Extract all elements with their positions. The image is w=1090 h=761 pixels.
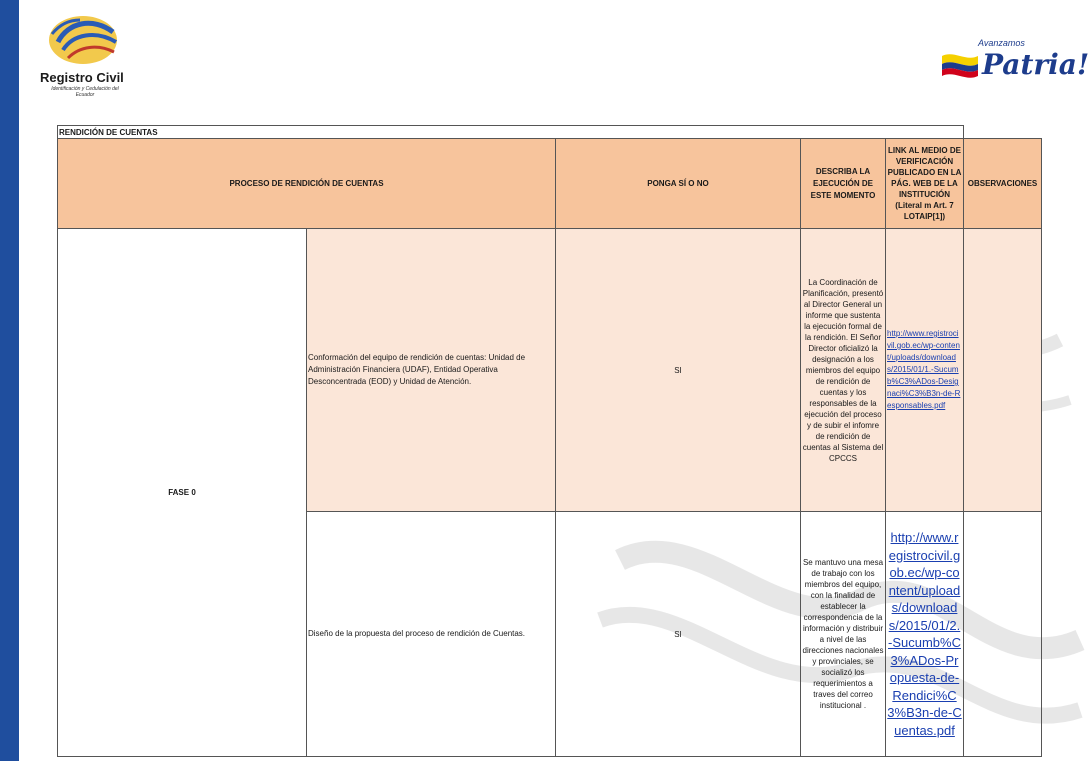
section-title: RENDICIÓN DE CUENTAS	[58, 126, 964, 139]
ecuador-flag-icon	[940, 48, 980, 84]
registro-civil-emblem-icon	[38, 12, 128, 72]
task-cell: Diseño de la propuesta del proceso de rendición de Cuentas.	[307, 512, 556, 757]
registro-civil-title: Registro Civil	[40, 70, 124, 85]
task-cell: Conformación del equipo de rendición de cuentas: Unidad de Administración Financiera (UDAF), Entidad Operativa Desconcentrada (EOD) y Unidad de Atención.	[307, 229, 556, 512]
logo-title: Patria!	[982, 48, 1090, 81]
verification-link[interactable]: http://www.registrocivil.gob.ec/wp-content/uploads/downloads/2015/01/1.-Sucumb%C3%ADos-Designaci%C3%B3n-de-Responsables.pdf	[887, 329, 961, 410]
answer-cell: SI	[556, 512, 801, 757]
observations-cell	[964, 229, 1042, 512]
observations-cell	[964, 512, 1042, 757]
link-cell	[886, 512, 964, 757]
header-describe: DESCRIBA LA EJECUCIÓN DE ESTE MOMENTO	[801, 139, 886, 229]
blank-cell	[964, 126, 1042, 139]
answer-cell: SI	[556, 229, 801, 512]
registro-civil-subtitle: Identificación y Cedulación del Ecuador	[51, 86, 119, 98]
link-cell	[886, 229, 964, 512]
header-observations: OBSERVACIONES	[964, 139, 1042, 229]
logo-tagline: Avanzamos	[978, 38, 1025, 48]
description-cell: Se mantuvo una mesa de trabajo con los miembros del equipo, con la finalidad de establecer la correspondencia de la información y distribuir a nivel de las direcciones nacionales y provinciales, se socializó los requerimientos a traves del correo institucional .	[801, 512, 886, 757]
header-process: PROCESO DE RENDICIÓN DE CUENTAS	[58, 139, 556, 229]
registro-civil-logo	[28, 12, 158, 102]
avanzamos-patria-logo	[940, 38, 1090, 88]
header-yes-no: PONGA SÍ O NO	[556, 139, 801, 229]
accountability-table	[57, 125, 1042, 757]
phase-cell: FASE 0	[58, 229, 307, 757]
table-row	[58, 229, 1042, 512]
verification-link[interactable]: http://www.registrocivil.gob.ec/wp-content/uploads/downloads/2015/01/2.-Sucumb%C3%ADos-Propuesta-de-Rendici%C3%B3n-de-Cuentas.pdf	[887, 530, 962, 738]
left-accent-bar	[0, 0, 19, 761]
description-cell: La Coordinación de Planificación, presentó al Director General un informe que sustenta la ejecución formal de la rendición. El Señor Director oficializó la designación a los miembros del equipo de rendición de cuentas y los responsables de la ejecución del proceso y de subir el infomre de rendición de cuentas al Sistema del CPCCS	[801, 229, 886, 512]
header-link: LINK AL MEDIO DE VERIFICACIÓN PUBLICADO EN LA PÁG. WEB DE LA INSTITUCIÓN (Literal m Art. 7 LOTAIP[1])	[886, 139, 964, 229]
